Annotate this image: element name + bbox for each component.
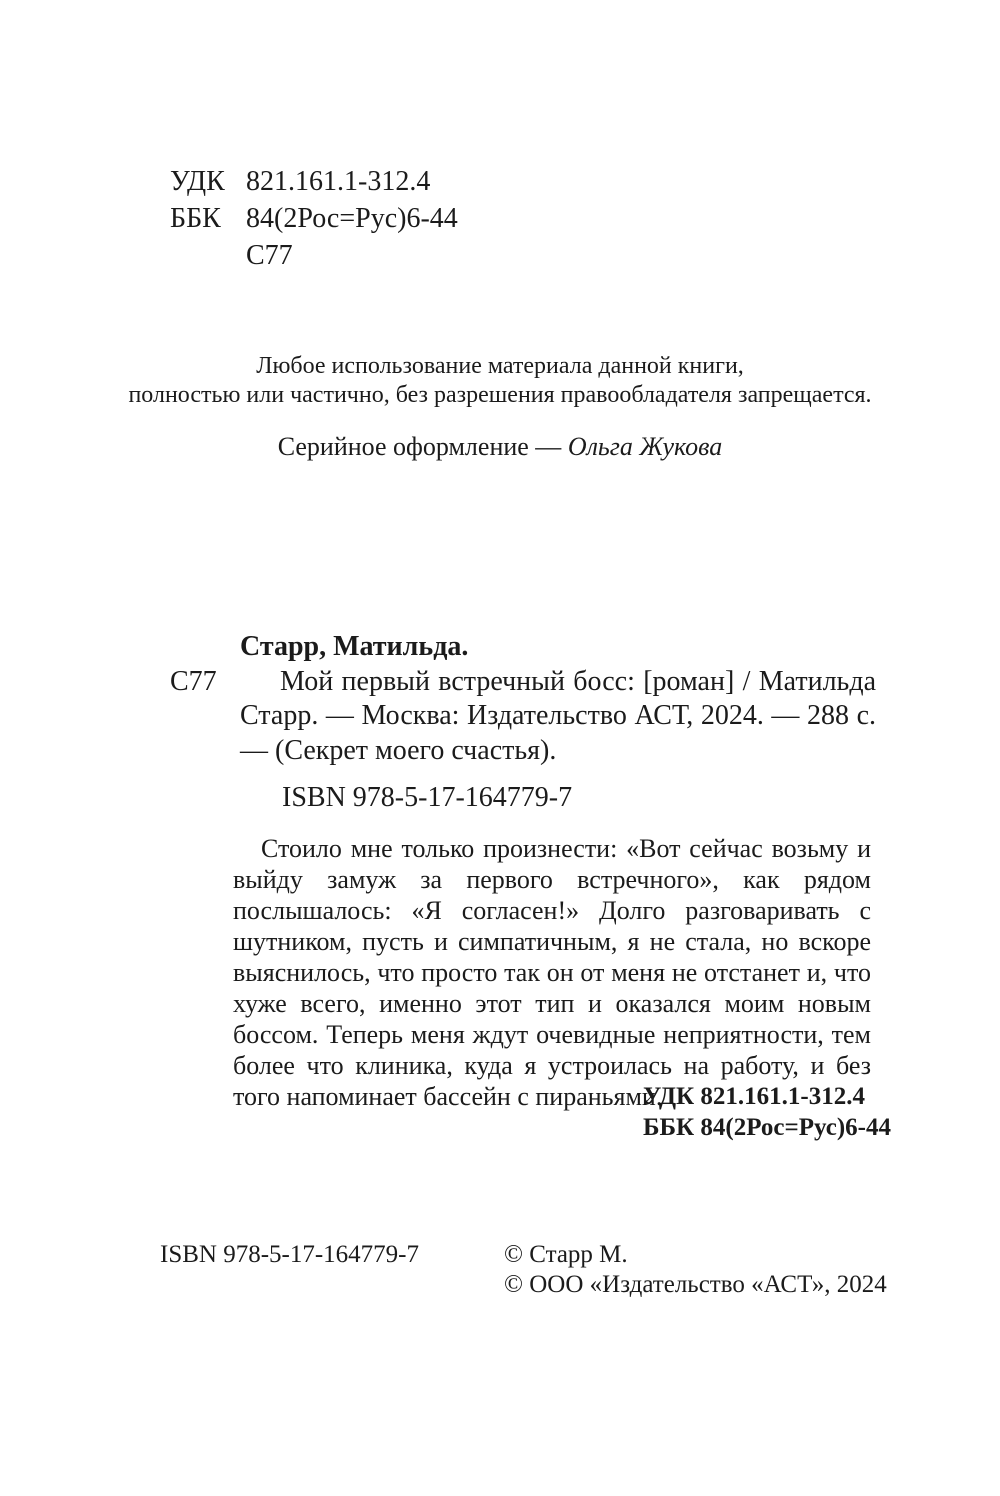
classification-block-bold (643, 1081, 891, 1143)
bbk-row (170, 200, 458, 237)
bbk-bold: ББК 84(2Рос=Рус)6-44 (643, 1114, 891, 1141)
series-designer-name: Ольга Жукова (567, 432, 723, 461)
catalog-author-code: С77 (170, 665, 217, 697)
classification-block (170, 163, 458, 274)
copyright-block (504, 1240, 887, 1300)
copyright-author: © Старр М. (504, 1241, 628, 1268)
series-design-label: Серийное оформление — (277, 432, 568, 461)
udk-label: УДК (170, 166, 225, 197)
author-code-spacer (170, 237, 246, 274)
udk-value: 821.161.1-312.4 (246, 166, 431, 197)
author-code: С77 (246, 240, 293, 271)
usage-notice-line2: полностью или частично, без разрешения правообладателя запрещается. (128, 382, 872, 408)
catalog-card (170, 630, 876, 816)
udk-row (170, 163, 458, 200)
usage-restriction-notice (0, 352, 1000, 410)
author-code-row (170, 237, 458, 274)
udk-bold: УДК 821.161.1-312.4 (643, 1083, 865, 1110)
catalog-isbn: ISBN 978-5-17-164779-7 (282, 782, 573, 813)
bbk-value: 84(2Рос=Рус)6-44 (246, 203, 458, 234)
bbk-label: ББК (170, 203, 221, 234)
book-annotation: Стоило мне только произнести: «Вот сейчас возьму и выйду замуж за первого встречного», как рядом послышалось: «Я согласен!» Долго разговаривать с шутником, пусть и симпатичным, я не стала, но вскоре выяснилось, что просто так он от меня не отстанет и, что хуже всего, именно этот тип и оказался моим новым боссом. Теперь меня ждут очевидные неприятности, тем более что клиника, куда я устроилась на работу, и без того напоминает бассейн с пираньями. (233, 834, 871, 1111)
catalog-body (170, 665, 876, 769)
copyright-publisher: © ООО «Издательство «АСТ», 2024 (504, 1271, 887, 1298)
catalog-description: Мой первый встречный босс: [роман] / Матильда Старр. — Москва: Издательство АСТ, 2024. — 288 с. — (Секрет моего счастья). (240, 665, 876, 766)
usage-notice-line1: Любое использование материала данной книги, (256, 353, 744, 379)
catalog-author: Старр, Матильда. (240, 631, 469, 662)
footer-isbn: ISBN 978-5-17-164779-7 (160, 1241, 420, 1268)
series-design-credit (0, 432, 1000, 462)
